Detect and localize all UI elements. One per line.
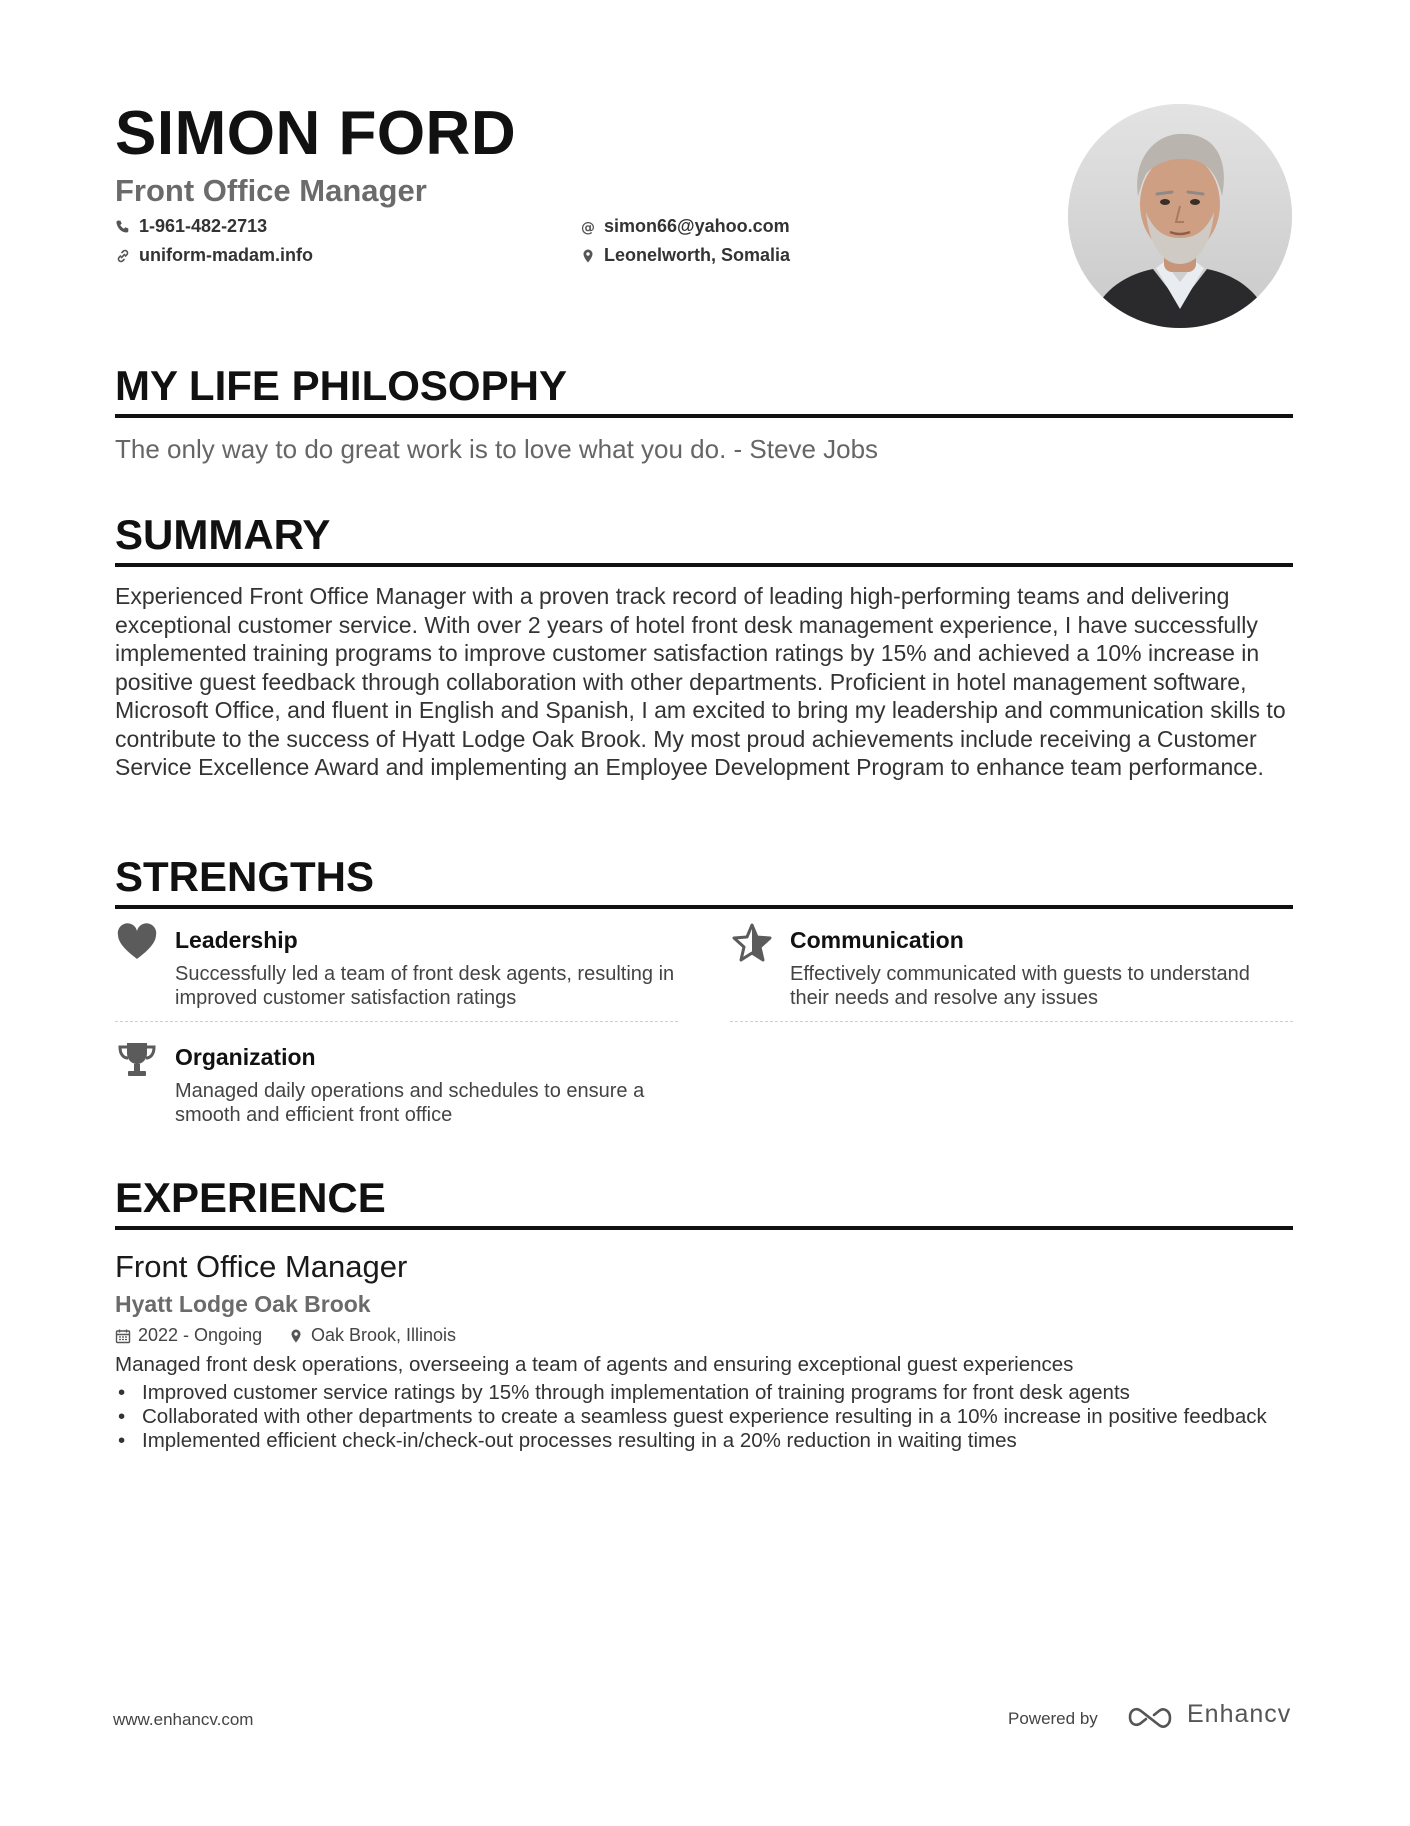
at-icon [580, 219, 596, 235]
summary-heading: SUMMARY [115, 511, 1293, 567]
experience-location [288, 1325, 456, 1346]
calendar-icon [115, 1328, 131, 1344]
list-item: • Implemented efficient check-in/check-out processes resulting in a 20% reduction in waiting times [115, 1429, 1267, 1453]
contact-phone [115, 216, 267, 237]
experience-company: Hyatt Lodge Oak Brook [115, 1291, 371, 1317]
email-text[interactable]: simon66@yahoo.com [604, 216, 790, 236]
avatar [1068, 104, 1292, 328]
star-icon [730, 922, 774, 962]
heart-icon [115, 922, 159, 962]
strength-description: Managed daily operations and schedules to ensure a smooth and efficient front office [175, 1080, 645, 1126]
contact-location [580, 245, 790, 266]
philosophy-quote: The only way to do great work is to love what you do. - Steve Jobs [115, 434, 879, 464]
experience-bullets [115, 1381, 1267, 1453]
strength-description: Successfully led a team of front desk agents, resulting in improved customer satisfaction ratings [175, 963, 675, 1009]
strength-title: Organization [175, 1044, 316, 1070]
list-item: • Improved customer service ratings by 15% through implementation of training programs for front desk agents [115, 1381, 1267, 1405]
strength-divider [730, 1021, 1293, 1022]
contact-email[interactable] [580, 216, 790, 237]
candidate-name: SIMON FORD [115, 99, 517, 168]
philosophy-heading: MY LIFE PHILOSOPHY [115, 362, 1293, 418]
experience-description: Managed front desk operations, overseeing a team of agents and ensuring exceptional guest experiences [115, 1353, 1074, 1376]
trophy-icon [115, 1039, 159, 1079]
experience-heading: EXPERIENCE [115, 1174, 1293, 1230]
powered-by-text: Powered by [1008, 1709, 1098, 1728]
link-icon [115, 248, 131, 264]
list-item: • Collaborated with other departments to create a seamless guest experience resulting in a 10% increase in positive feedback [115, 1405, 1267, 1429]
brand-name[interactable]: Enhancv [1187, 1700, 1292, 1728]
experience-role: Front Office Manager [115, 1249, 408, 1284]
experience-location-text: Oak Brook, Illinois [311, 1325, 457, 1345]
website-text[interactable]: uniform-madam.info [139, 245, 313, 265]
location-pin-icon [580, 248, 596, 264]
strength-description: Effectively communicated with guests to understand their needs and resolve any issues [790, 963, 1250, 1009]
phone-icon [115, 219, 131, 235]
profile-photo [1068, 104, 1292, 328]
contact-website[interactable] [115, 245, 313, 266]
location-text: Leonelworth, Somalia [604, 245, 791, 265]
phone-text: 1-961-482-2713 [139, 216, 268, 236]
experience-dates-text: 2022 - Ongoing [138, 1325, 263, 1345]
strength-title: Leadership [175, 927, 298, 953]
location-pin-icon [288, 1328, 304, 1344]
strength-title: Communication [790, 927, 964, 953]
candidate-title: Front Office Manager [115, 173, 427, 208]
footer-url[interactable]: www.enhancv.com [113, 1710, 254, 1729]
svg-text:@: @ [581, 219, 595, 235]
summary-text: Experienced Front Office Manager with a proven track record of leading high-performing teams and delivering exceptional customer service. With over 2 years of hotel front desk management experience, I have successfully implemented training programs to improve customer satisfaction ratings by 15% and achieved a 10% increase in positive guest feedback through collaboration with other departments. Proficient in hotel management software, Microsoft Office, and fluent in English and Spanish, I am excited to bring my leadership and communication skills to contribute to the success of Hyatt Lodge Oak Brook. My most proud achievements include receiving a Customer Service Excellence Award and implementing an Employee Development Program to enhance team performance. [115, 583, 1286, 780]
experience-dates [115, 1325, 262, 1346]
enhancv-logo-icon [1126, 1697, 1174, 1737]
strengths-heading: STRENGTHS [115, 853, 1293, 909]
strength-divider [115, 1021, 678, 1022]
